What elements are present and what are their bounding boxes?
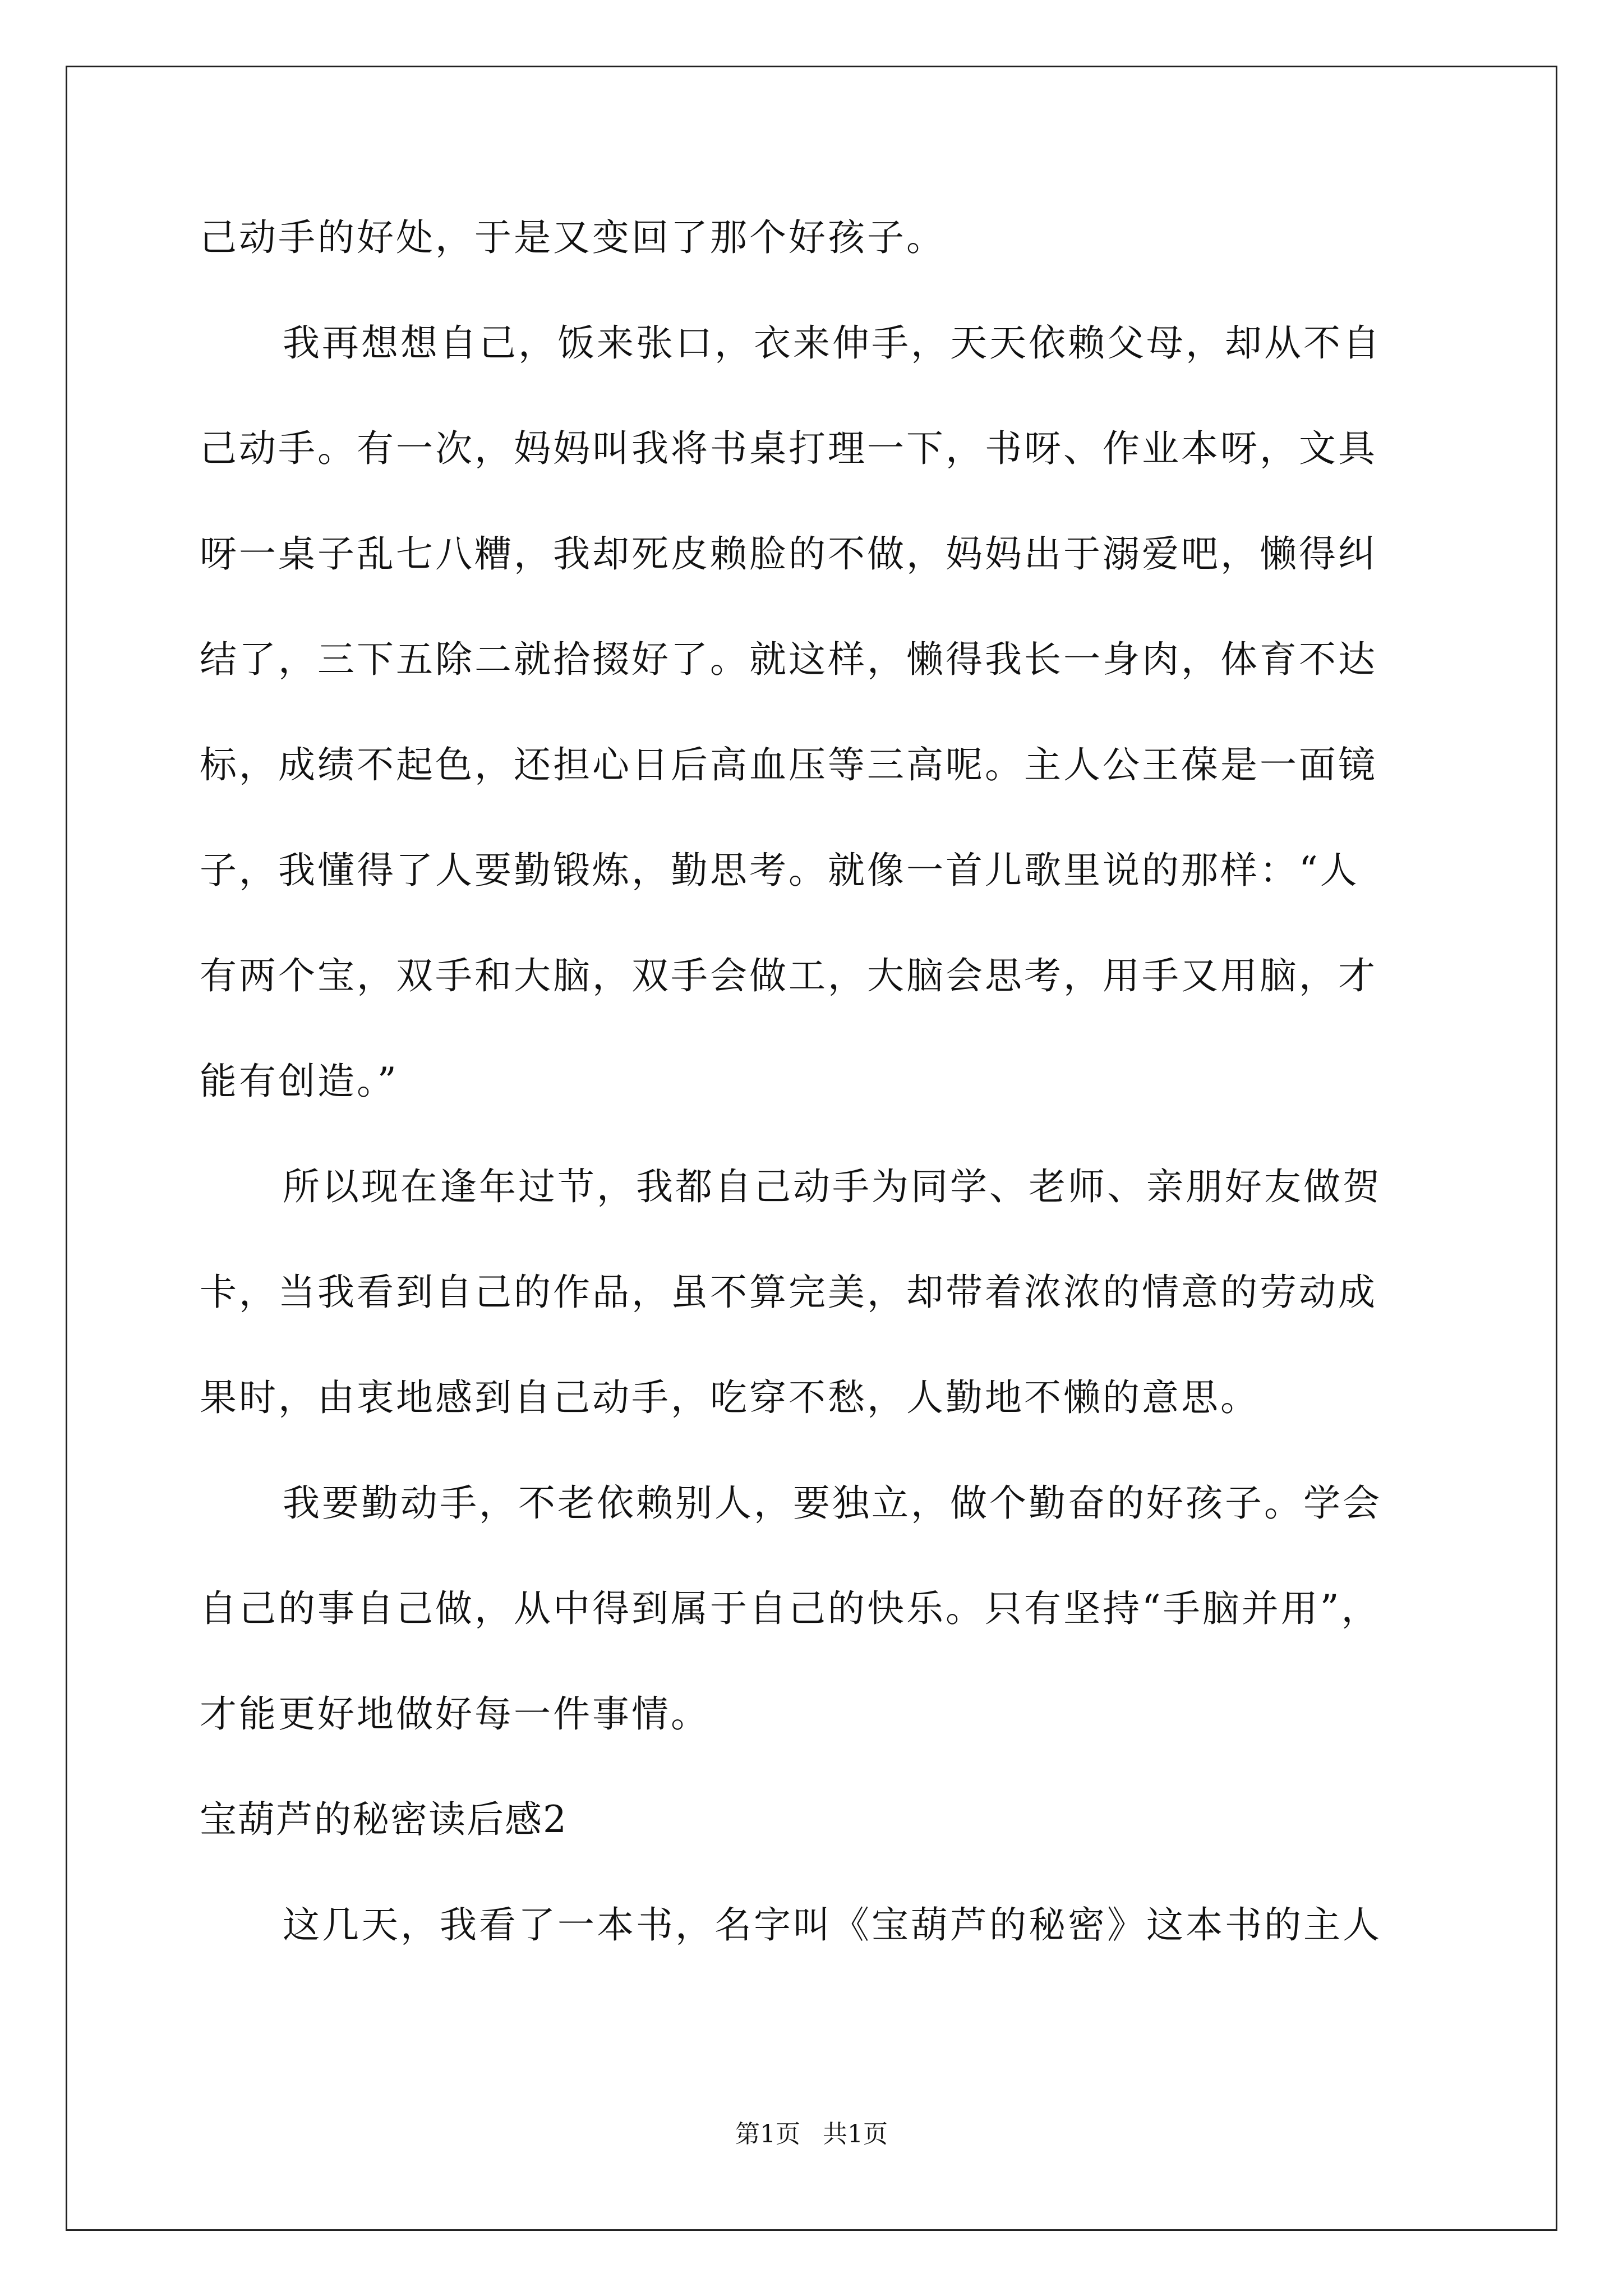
page-footer [0,2118,1623,2151]
text-line: 能有创造。” [200,1060,399,1103]
text-line: 呀一桌子乱七八糟，我却死皮赖脸的不做，妈妈出于溺爱吧，懒得纠 [200,532,1377,576]
page-total: 共1页 [823,2120,888,2148]
text-line: 果时，由衷地感到自己动手，吃穿不愁，人勤地不懒的意思。 [200,1376,1260,1419]
text-line: 己动手。有一次，妈妈叫我将书桌打理一下，书呀、作业本呀，文具 [200,427,1377,470]
section-heading: 宝葫芦的秘密读后感2 [200,1798,568,1841]
text-line: 己动手的好处，于是又变回了那个好孩子。 [200,216,946,259]
paragraph-start: 所以现在逢年过节，我都自己动手为同学、老师、亲朋好友做贺 [283,1165,1382,1208]
paragraph-start: 这几天，我看了一本书，名字叫《宝葫芦的秘密》这本书的主人 [283,1903,1382,1947]
text-line: 标，成绩不起色，还担心日后高血压等三高呢。主人公王葆是一面镜 [200,743,1377,786]
paragraph-start: 我再想想自己，饭来张口，衣来伸手，天天依赖父母，却从不自 [283,321,1382,365]
text-line: 有两个宝，双手和大脑，双手会做工，大脑会思考，用手又用脑，才 [200,954,1377,997]
document-body [200,185,1433,1978]
text-line: 结了，三下五除二就拾掇好了。就这样，懒得我长一身肉，体育不达 [200,638,1377,681]
text-line: 子，我懂得了人要勤锻炼，勤思考。就像一首儿歌里说的那样：“人 [200,849,1359,892]
text-line: 自己的事自己做，从中得到属于自己的快乐。只有坚持“手脑并用”， [200,1587,1381,1630]
text-line: 才能更好地做好每一件事情。 [200,1692,710,1736]
page-number: 第1页 [735,2120,800,2148]
text-line: 卡，当我看到自己的作品，虽不算完美，却带着浓浓的情意的劳动成 [200,1271,1377,1314]
paragraph-start: 我要勤动手，不老依赖别人，要独立，做个勤奋的好孩子。学会 [283,1481,1382,1525]
